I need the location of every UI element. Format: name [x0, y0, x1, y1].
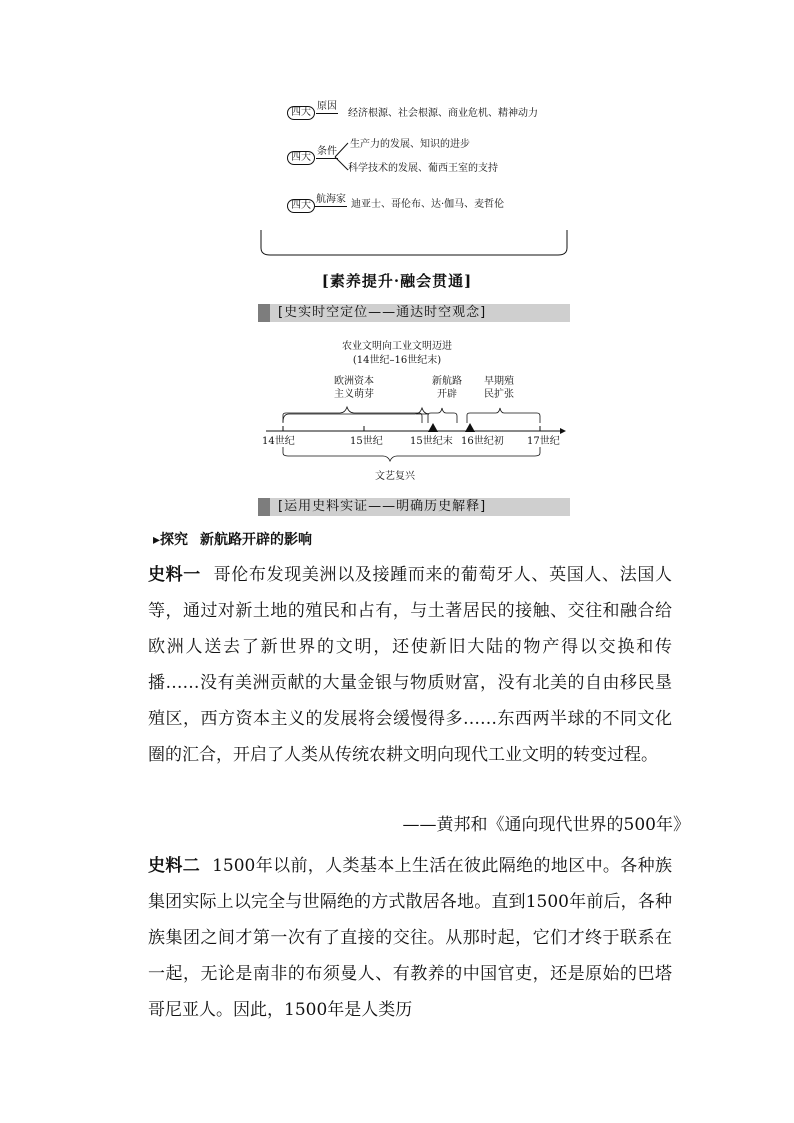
timeline-label-capitalism-1: 欧洲资本	[334, 376, 374, 387]
timeline-tick-17: 17世纪	[527, 436, 560, 447]
mindmap-text-2a: 生产力的发展、知识的进步	[350, 139, 470, 150]
section-title: [素养提升·融会贯通]	[321, 272, 473, 290]
timeline-marker-2	[465, 423, 475, 432]
banner-spacetime-text: [ 史实时空定位——通达时空观念 ]	[278, 305, 486, 321]
mindmap-text-2b: 科学技术的发展、葡西王室的支持	[348, 163, 498, 174]
banner-evidence-text: [ 运用史料实证——明确历史解释 ]	[278, 499, 486, 515]
timeline-marker-1	[428, 423, 438, 432]
timeline-axis	[258, 404, 570, 464]
timeline-label-renaissance: 文艺复兴	[375, 471, 415, 482]
source-2-text: 1500年以前，人类基本上生活在彼此隔绝的地区中。各种族集团实际上以完全与世隔绝的方式散居各地。直到1500年前后，各种族集团之间才第一次有了直接的交往。从那时起，它们才终于联系在一起，无论是南非的布须曼人、有教养的中国官吏，还是原始的巴塔哥尼亚人。因此，1500年是人类历	[148, 856, 673, 1020]
source-1-citation: ——黄邦和《通向现代世界的500年》	[402, 815, 690, 835]
inquiry-heading	[153, 529, 312, 549]
timeline-label-colonial-1: 早期殖	[484, 376, 514, 387]
mindmap-label-2: 条件	[317, 146, 337, 157]
mindmap-box-3: 四大	[287, 199, 315, 213]
timeline-tick-15: 15世纪	[350, 436, 383, 447]
mindmap-label-1: 原因	[317, 101, 337, 112]
timeline-label-capitalism-2: 主义萌芽	[334, 389, 374, 400]
source-2	[148, 848, 672, 1028]
timeline-tick-15-end: 15世纪末	[410, 436, 453, 447]
source-2-label: 史料二	[148, 856, 201, 876]
mindmap-box-2: 四大	[287, 151, 315, 165]
source-1-label: 史料一	[148, 565, 201, 585]
source-1	[148, 557, 672, 773]
banner-marker	[258, 304, 270, 322]
mindmap-label-3: 航海家	[316, 194, 346, 205]
timeline-label-route-1: 新航路	[432, 376, 462, 387]
banner-spacetime	[258, 304, 570, 322]
mindmap-text-1: 经济根源、社会根源、商业危机、精神动力	[348, 108, 538, 119]
source-1-text: 哥伦布发现美洲以及接踵而来的葡萄牙人、英国人、法国人等，通过对新土地的殖民和占有，与土著居民的接触、交往和融合给欧洲人送去了新世界的文明，还使新旧大陆的物产得以交换和传播……没有美洲贡献的大量金银与物质财富，没有北美的自由移民垦殖区，西方资本主义的发展将会缓慢得多……东西两半球的不同文化圈的汇合，开启了人类从传统农耕文明向现代工业文明的转变过程。	[148, 565, 673, 765]
banner-marker	[258, 498, 270, 516]
mindmap-box-1: 四大	[287, 106, 315, 120]
inquiry-title: 新航路开辟的影响	[200, 532, 313, 548]
timeline-label-colonial-2: 民扩张	[484, 389, 514, 400]
timeline-tick-14: 14世纪	[262, 436, 295, 447]
mindmap-text-3: 迪亚士、哥伦布、达·伽马、麦哲伦	[351, 199, 505, 210]
timeline-label-route-2: 开辟	[437, 389, 457, 400]
timeline-subtitle: (14世纪–16世纪末)	[352, 355, 442, 366]
mindmap-bracket	[258, 228, 570, 258]
timeline-title: 农业文明向工业文明迈进	[342, 341, 452, 352]
inquiry-marker: ▸探究	[153, 532, 189, 548]
timeline-tick-16-start: 16世纪初	[461, 436, 504, 447]
banner-evidence	[258, 498, 570, 516]
